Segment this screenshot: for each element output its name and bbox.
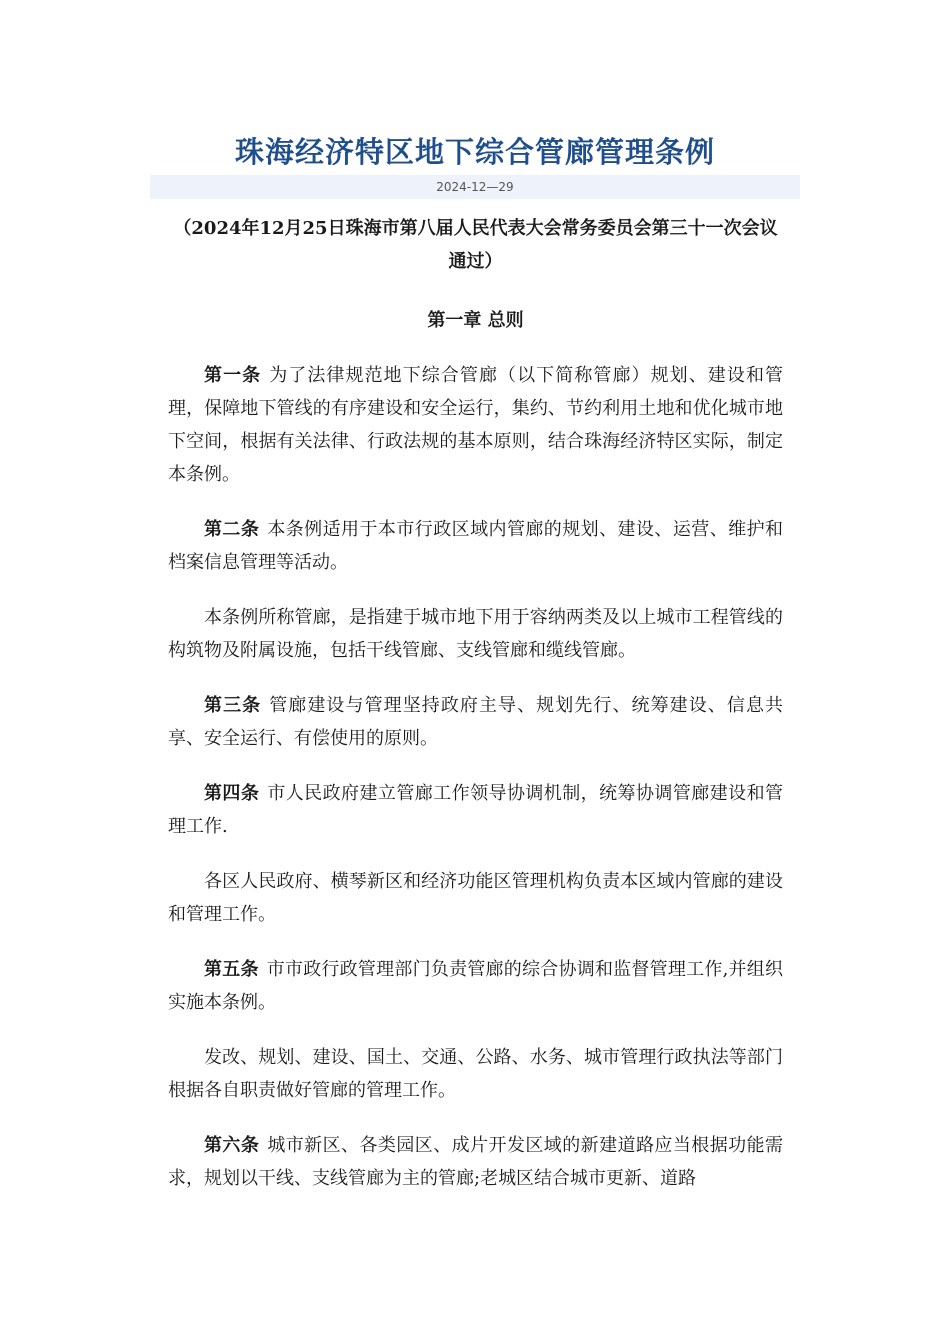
article-paragraph: [168, 601, 783, 667]
article-paragraph: [168, 865, 783, 931]
article-text: 各区人民政府、横琴新区和经济功能区管理机构负责本区域内管廊的建设和管理工作。: [168, 871, 783, 925]
article-text: 本条例适用于本市行政区域内管廊的规划、建设、运营、维护和档案信息管理等活动。: [168, 519, 784, 573]
article-label: 第五条: [204, 959, 259, 980]
article-text: 城市新区、各类园区、成片开发区域的新建道路应当根据功能需求，规划以干线、支线管廊为主的管廊;老城区结合城市更新、道路: [168, 1135, 784, 1189]
article-list: [168, 359, 783, 1195]
article-text: 市人民政府建立管廊工作领导协调机制，统筹协调管廊建设和管理工作.: [168, 783, 784, 837]
article-text: 管廊建设与管理坚持政府主导、规划先行、统筹建设、信息共享、安全运行、有偿使用的原则。: [168, 695, 784, 749]
article-paragraph: [168, 359, 783, 491]
article-label: 第四条: [204, 783, 260, 804]
article-text: 发改、规划、建设、国土、交通、公路、水务、城市管理行政执法等部门根据各自职责做好管廊的管理工作。: [168, 1047, 783, 1101]
publish-date-bar: [150, 175, 800, 199]
adoption-note: （2024年12月25日珠海市第八届人民代表大会常务委员会第三十一次会议通过）: [173, 218, 778, 272]
article-label: 第三条: [204, 695, 262, 716]
article-text: 市市政行政管理部门负责管廊的综合协调和监督管理工作,并组织实施本条例。: [168, 959, 784, 1013]
document-body: [168, 212, 783, 1195]
article-paragraph: [168, 1041, 783, 1107]
document-title: 珠海经济特区地下综合管廊管理条例: [234, 135, 715, 169]
article-text: 本条例所称管廊，是指建于城市地下用于容纳两类及以上城市工程管线的构筑物及附属设施，包括干线管廊、支线管廊和缆线管廊。: [168, 607, 783, 661]
publish-date: 2024-12—29: [436, 180, 514, 194]
article-paragraph: [168, 777, 783, 843]
article-label: 第二条: [204, 519, 260, 540]
article-label: 第六条: [204, 1135, 260, 1156]
article-text: 为了法律规范地下综合管廊（以下简称管廊）规划、建设和管理，保障地下管线的有序建设和安全运行，集约、节约利用土地和优化城市地下空间，根据有关法律、行政法规的基本原则，结合珠海经济特区实际，制定本条例。: [168, 365, 784, 485]
article-paragraph: [168, 1129, 783, 1195]
article-paragraph: [168, 953, 783, 1019]
article-label: 第一条: [204, 365, 262, 386]
article-paragraph: [168, 689, 783, 755]
article-paragraph: [168, 513, 783, 579]
chapter-heading: 第一章 总则: [427, 310, 524, 331]
